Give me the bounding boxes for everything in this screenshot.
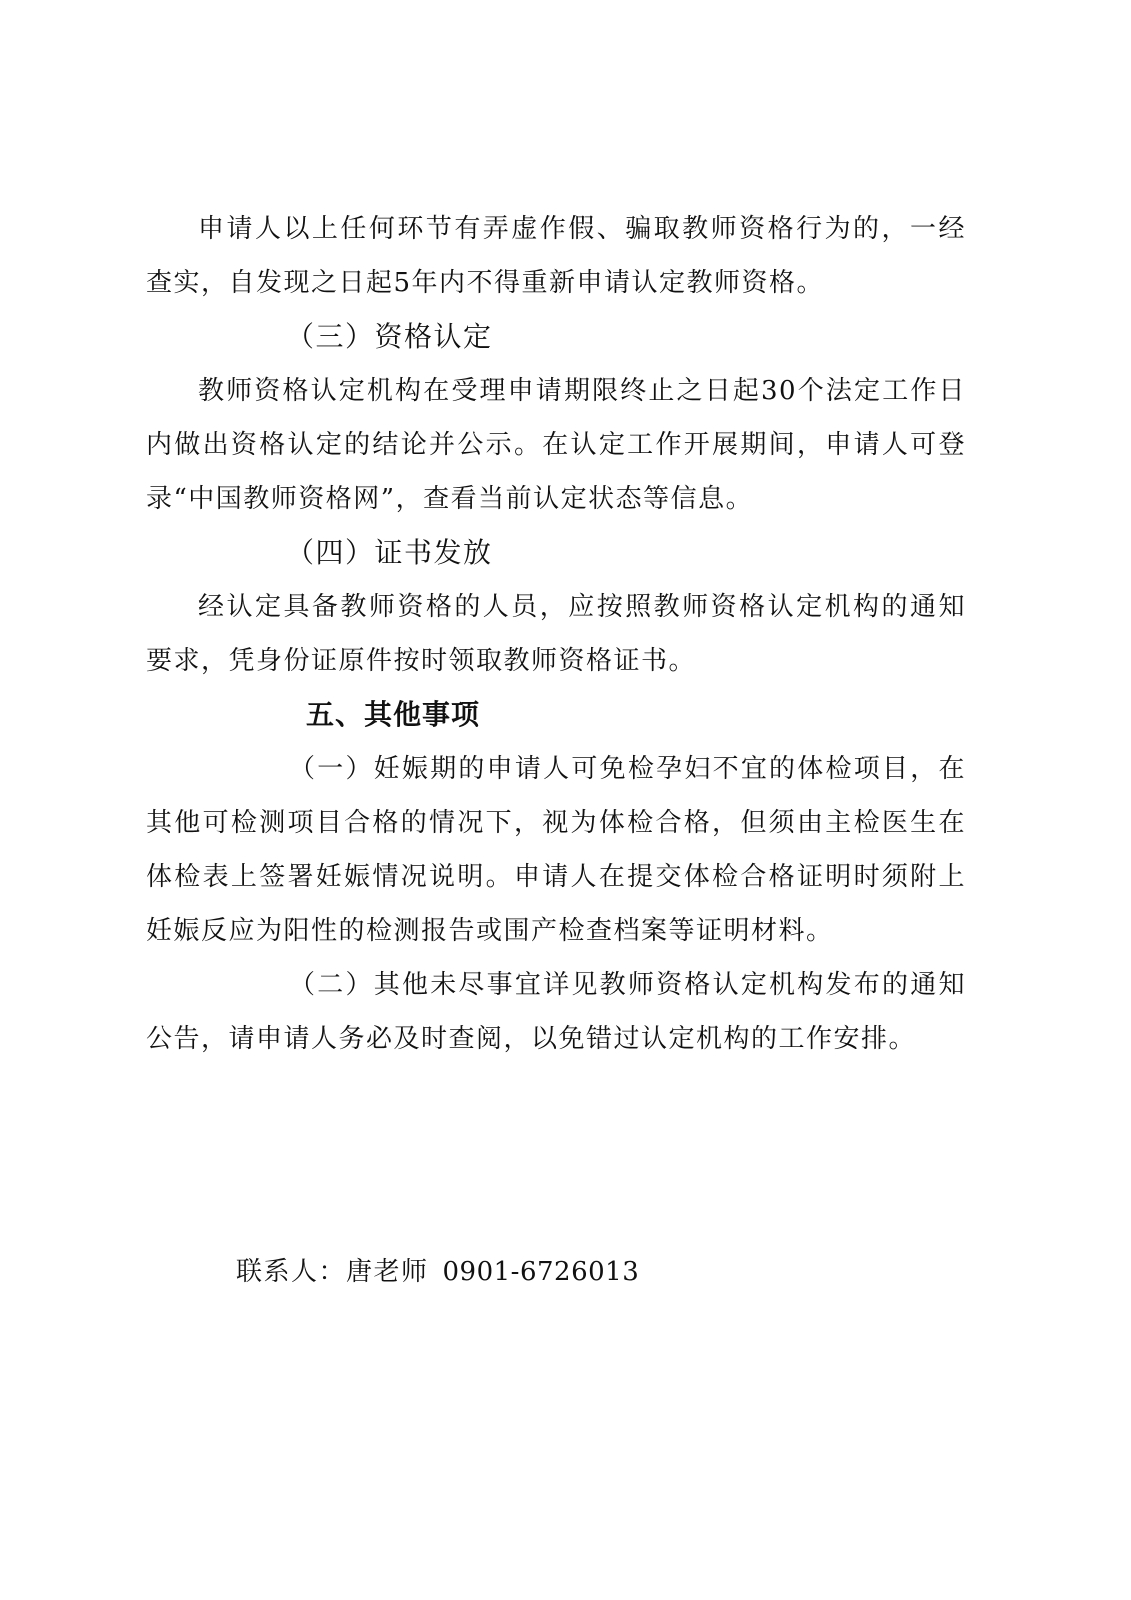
certification-paragraph: 教师资格认定机构在受理申请期限终止之日起30个法定工作日内做出资格认定的结论并公示。在认定工作开展期间，申请人可登录“中国教师资格网”，查看当前认定状态等信息。 (146, 376, 966, 514)
contact-phone: 0901-6726013 (442, 1257, 640, 1287)
contact-label: 联系人：唐老师 (236, 1257, 429, 1287)
section-heading-other: 五、其他事项 (306, 698, 481, 731)
contact-line (236, 1250, 639, 1294)
issuance-paragraph: 经认定具备教师资格的人员，应按照教师资格认定机构的通知要求，凭身份证原件按时领取教师资格证书。 (146, 592, 966, 676)
document-body (146, 202, 966, 1066)
other-item-1-paragraph: （一）妊娠期的申请人可免检孕妇不宜的体检项目，在其他可检测项目合格的情况下，视为体检合格，但须由主检医生在体检表上签署妊娠情况说明。申请人在提交体检合格证明时须附上妊娠反应为阳性的检测报告或围产检查档案等证明材料。 (146, 754, 966, 946)
section-heading-qualification: （三）资格认定 (286, 320, 493, 353)
fraud-notice-paragraph: 申请人以上任何环节有弄虚作假、骗取教师资格行为的，一经查实，自发现之日起5年内不得重新申请认定教师资格。 (146, 214, 966, 298)
section-heading-certificate: （四）证书发放 (286, 536, 493, 569)
other-item-2-paragraph: （二）其他未尽事宜详见教师资格认定机构发布的通知公告，请申请人务必及时查阅，以免错过认定机构的工作安排。 (146, 970, 966, 1054)
